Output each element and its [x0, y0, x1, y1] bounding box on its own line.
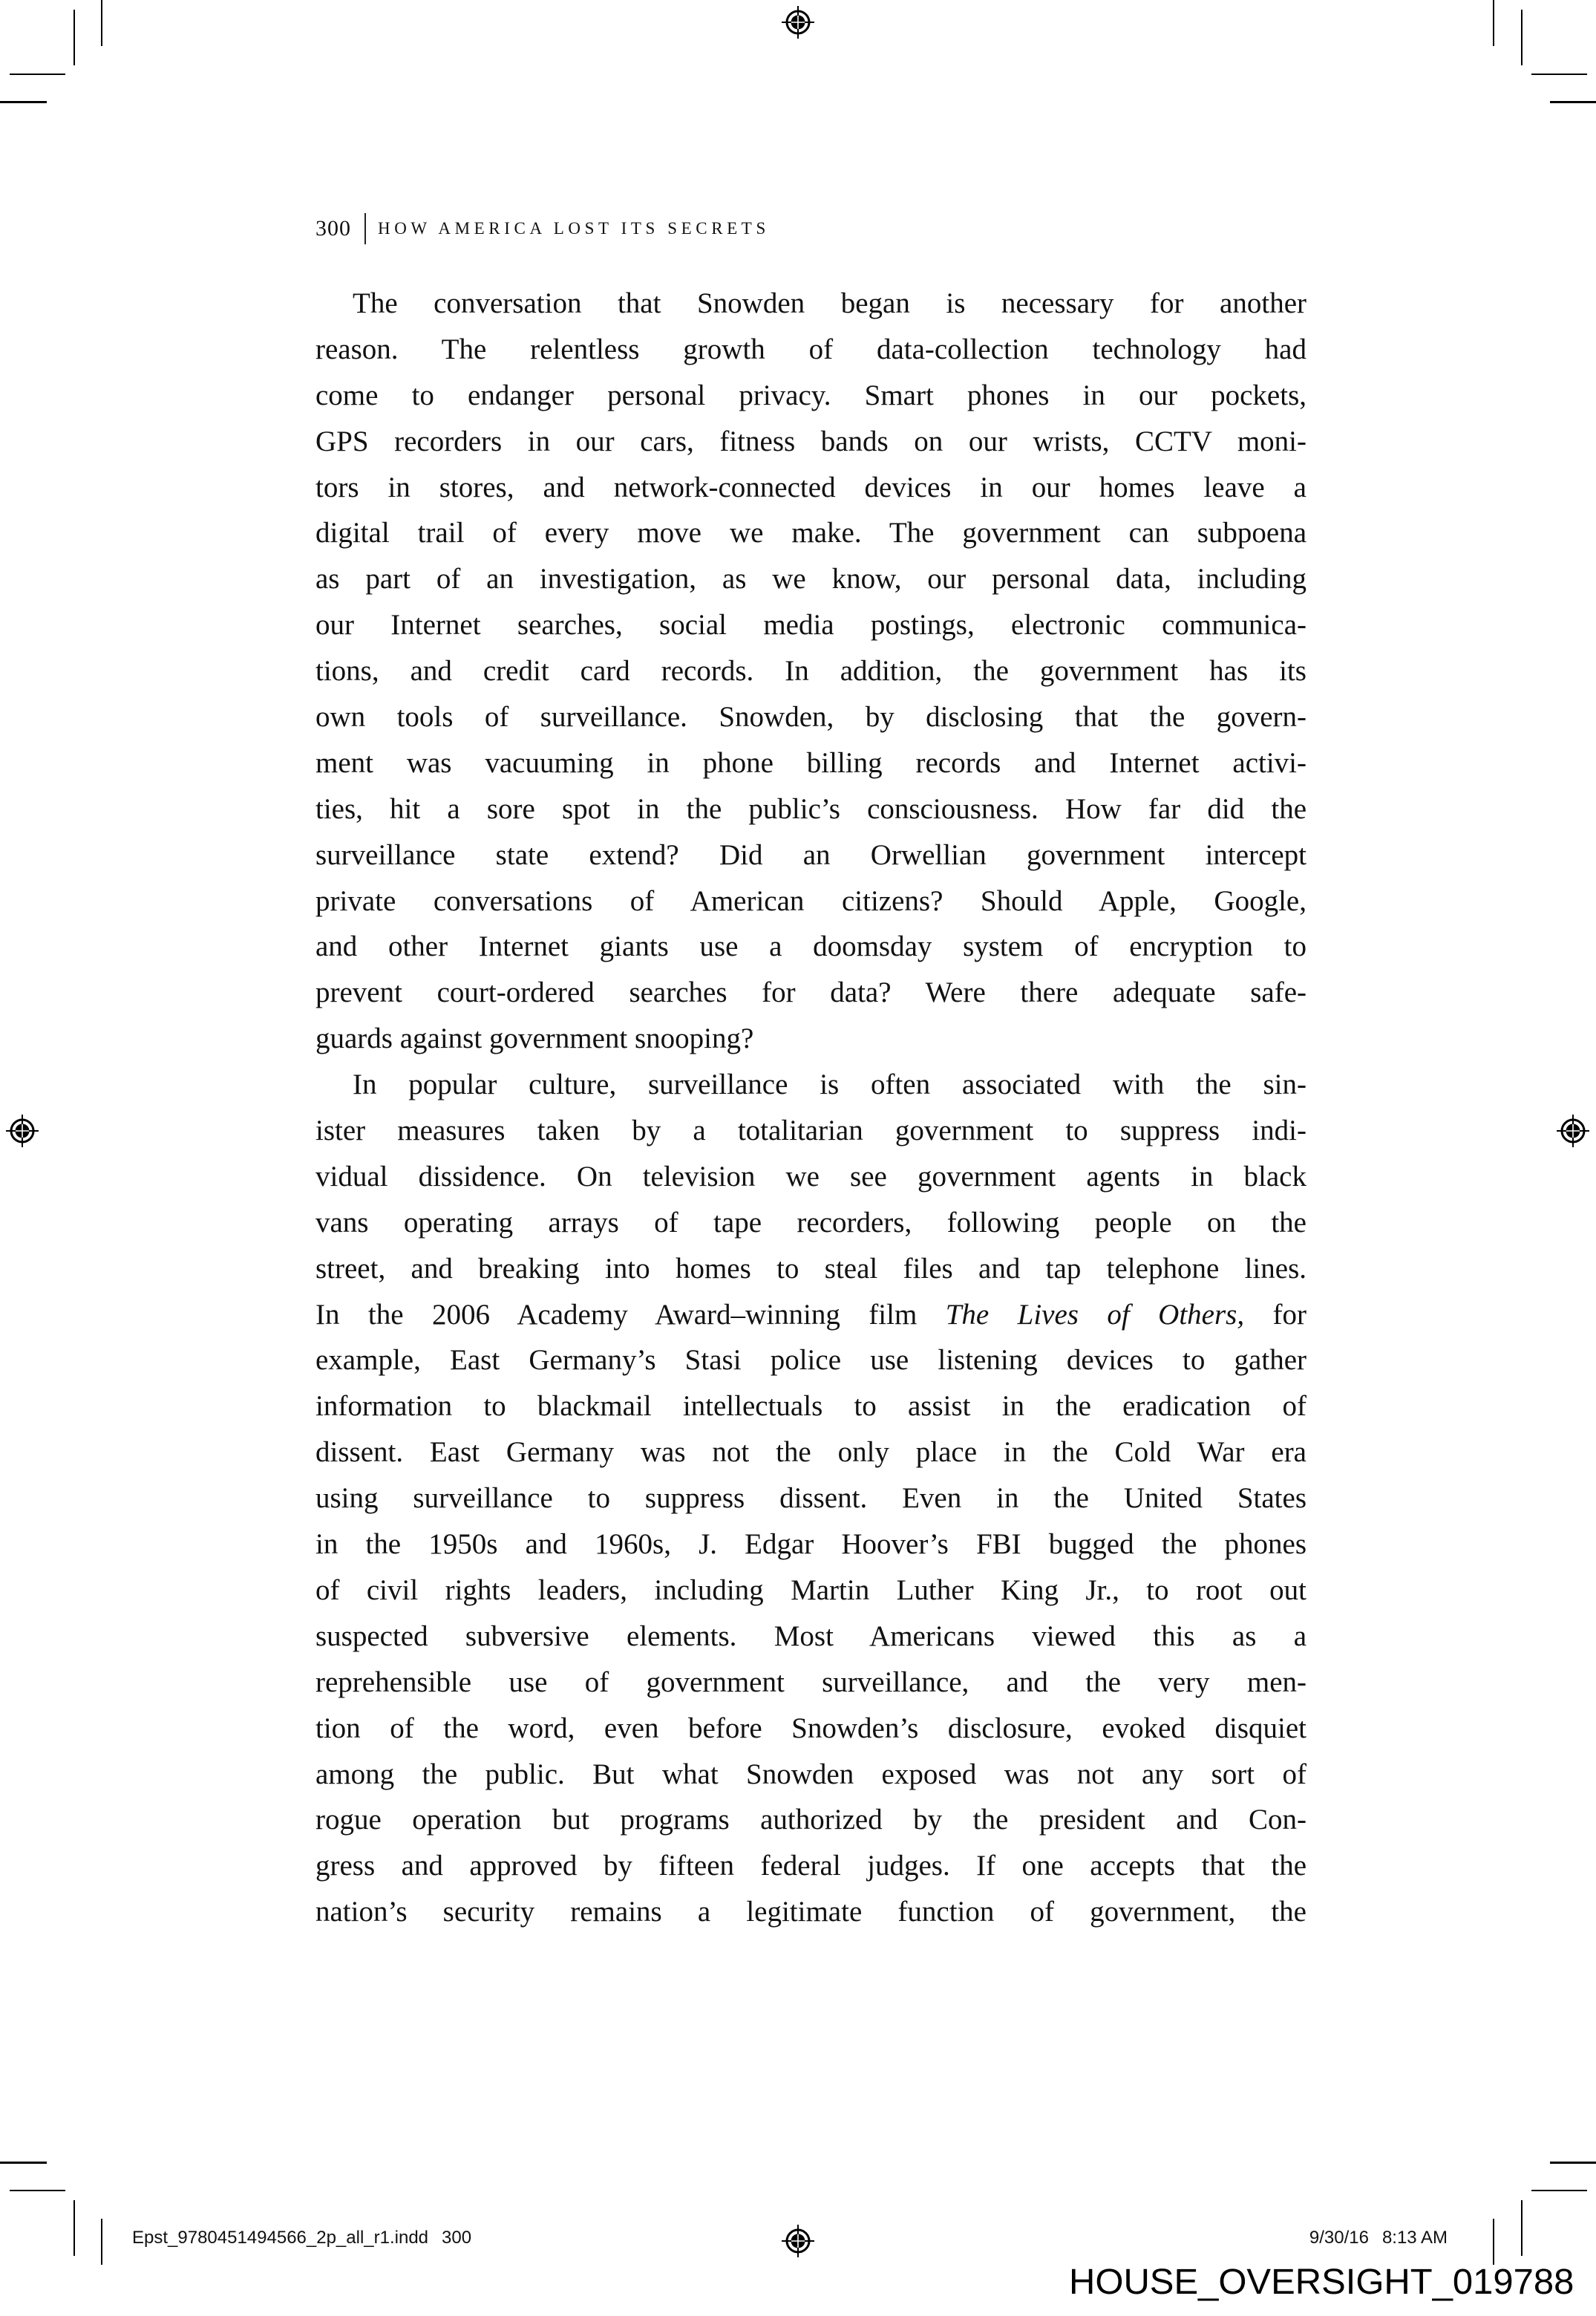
paragraph-2-line: of civil rights leaders, including Martin Luther King Jr., to root out	[315, 1573, 1306, 1606]
crop-mark-top-right-horizontal-outer	[1550, 101, 1596, 103]
paragraph-2-line: example, East Germany’s Stasi police use listening devices to gather	[315, 1344, 1306, 1377]
crop-mark-top-right-vertical-outer	[1493, 0, 1494, 46]
paragraph-2-line: street, and breaking into homes to steal files and tap telephone lines.	[315, 1252, 1306, 1285]
slug-time: 8:13 AM	[1381, 2228, 1448, 2248]
paragraph-2-line: gress and approved by fifteen federal judges. If one accepts that the	[315, 1850, 1306, 1882]
body-text	[315, 281, 1306, 1935]
paragraph-1-line: The conversation that Snowden began is necessary for another	[353, 287, 1306, 319]
crop-mark-top-left-vertical-outer	[101, 0, 102, 46]
bates-number-watermark: HOUSE_OVERSIGHT_019788	[1069, 2263, 1574, 2302]
film-title-italic: The Lives of Others,	[945, 1298, 1245, 1331]
paragraph-2-line: tion of the word, even before Snowden’s disclosure, evoked disquiet	[315, 1712, 1306, 1744]
paragraph-1-line: GPS recorders in our cars, fitness bands on our wrists, CCTV moni-	[315, 425, 1306, 457]
paragraph-2-line-film-title	[315, 1292, 1306, 1338]
crop-mark-bottom-left-vertical-outer	[101, 2219, 102, 2265]
paragraph-2-line: vidual dissidence. On television we see government agents in black	[315, 1160, 1306, 1193]
crop-mark-top-left-horizontal-inner	[10, 74, 65, 75]
crop-mark-bottom-left-vertical-inner	[73, 2200, 75, 2256]
paragraph-1-line: come to endanger personal privacy. Smart phones in our pockets,	[315, 379, 1306, 411]
paragraph-2-line: among the public. But what Snowden exposed was not any sort of	[315, 1758, 1306, 1790]
paragraph-1-line: tors in stores, and network-connected devices in our homes leave a	[315, 471, 1306, 503]
paragraph-2-line: suspected subversive elements. Most Americans viewed this as a	[315, 1619, 1306, 1652]
paragraph-2-line: reprehensible use of government surveillance, and the very men-	[315, 1666, 1306, 1698]
registration-target-icon	[1555, 1113, 1591, 1149]
crop-mark-bottom-right-vertical-outer	[1493, 2219, 1494, 2265]
crop-mark-top-left-horizontal-outer	[0, 101, 47, 103]
paragraph-2-line: rogue operation but programs authorized by the president and Con-	[315, 1804, 1306, 1836]
paragraph-1-last-line: guards against government snooping?	[315, 1022, 754, 1055]
registration-target-icon	[780, 4, 816, 40]
paragraph-2-line: using surveillance to suppress dissent. Even in the United States	[315, 1482, 1306, 1515]
crop-mark-bottom-right-horizontal-inner	[1531, 2190, 1587, 2191]
book-title: HOW AMERICA LOST ITS SECRETS	[378, 219, 770, 238]
slug-page: 300	[442, 2228, 472, 2248]
crop-mark-bottom-left-horizontal-outer	[0, 2162, 47, 2164]
running-head	[315, 212, 770, 245]
paragraph-2-line: in the 1950s and 1960s, J. Edgar Hoover’s FBI bugged the phones	[315, 1528, 1306, 1561]
registration-target-icon	[780, 2223, 816, 2259]
crop-mark-bottom-right-horizontal-outer	[1550, 2162, 1596, 2164]
paragraph-1-line: ties, hit a sore spot in the public’s consciousness. How far did the	[315, 792, 1306, 825]
slug-date: 9/30/16	[1309, 2228, 1369, 2248]
crop-mark-top-right-horizontal-inner	[1531, 74, 1587, 75]
paragraph-1-line: own tools of surveillance. Snowden, by disclosing that the govern-	[315, 701, 1306, 734]
registration-target-icon	[4, 1113, 40, 1149]
paragraph-1-line: and other Internet giants use a doomsday system of encryption to	[315, 930, 1306, 963]
paragraph-2-line: ister measures taken by a totalitarian government to suppress indi-	[315, 1115, 1306, 1147]
page-number: 300	[315, 216, 351, 241]
running-head-divider	[364, 213, 366, 244]
paragraph-1-line: private conversations of American citizens? Should Apple, Google,	[315, 884, 1306, 917]
printer-slug-timestamp	[1309, 2228, 1448, 2248]
paragraph-1-line: tions, and credit card records. In addition, the government has its	[315, 655, 1306, 688]
paragraph-2-line: vans operating arrays of tape recorders, following people on the	[315, 1206, 1306, 1239]
paragraph-2-line: nation’s security remains a legitimate function of government, the	[315, 1896, 1306, 1928]
paragraph-2-line: dissent. East Germany was not the only place in the Cold War era	[315, 1436, 1306, 1469]
text-run: for	[1244, 1298, 1306, 1331]
crop-mark-top-left-vertical-inner	[73, 10, 75, 65]
text-run: In the 2006 Academy Award–winning film	[315, 1298, 946, 1331]
paragraph-2-line: In popular culture, surveillance is often associated with the sin-	[353, 1069, 1306, 1101]
printer-slug-file	[132, 2228, 471, 2248]
crop-mark-bottom-right-vertical-inner	[1521, 2200, 1523, 2256]
paragraph-1-line: prevent court-ordered searches for data? Were there adequate safe-	[315, 976, 1306, 1009]
slug-filename: Epst_9780451494566_2p_all_r1.indd	[132, 2228, 429, 2248]
paragraph-1-line: surveillance state extend? Did an Orwellian government intercept	[315, 838, 1306, 871]
paragraph-1-line: reason. The relentless growth of data-collection technology had	[315, 333, 1306, 365]
paragraph-1-line: as part of an investigation, as we know, our personal data, including	[315, 563, 1306, 596]
paragraph-2-line: information to blackmail intellectuals to assist in the eradication of	[315, 1390, 1306, 1423]
paragraph-1-line: ment was vacuuming in phone billing records and Internet activi-	[315, 746, 1306, 779]
paragraph-1-line: our Internet searches, social media postings, electronic communica-	[315, 609, 1306, 642]
crop-mark-top-right-vertical-inner	[1521, 10, 1523, 65]
paragraph-1-line: digital trail of every move we make. The government can subpoena	[315, 517, 1306, 549]
crop-mark-bottom-left-horizontal-inner	[10, 2190, 65, 2191]
